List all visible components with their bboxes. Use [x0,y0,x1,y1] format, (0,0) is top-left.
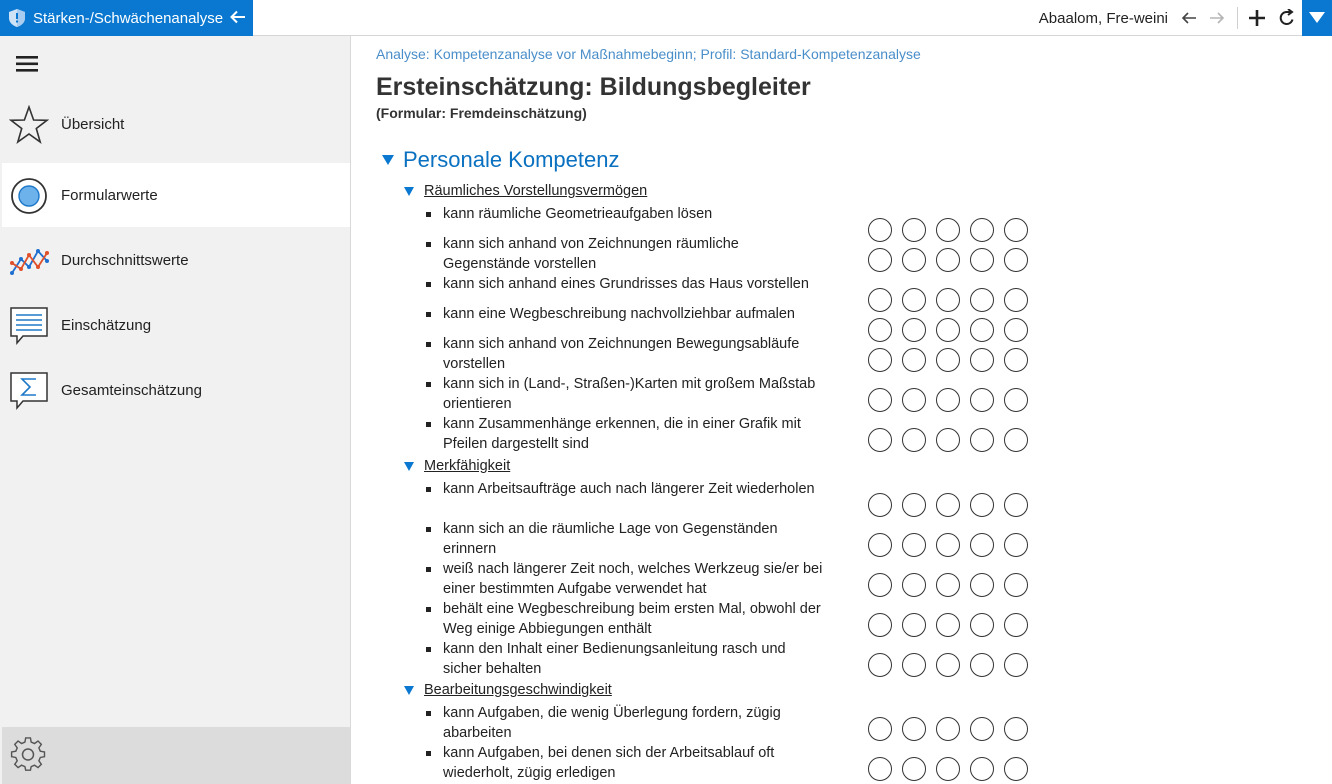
sidebar-item-label: Einschätzung [61,317,152,334]
rating-radio-5[interactable] [1004,573,1028,597]
item-text: kann Zusammenhänge erkennen, die in einer Grafik mit Pfeilen dargestellt sind [443,416,801,452]
list-item [426,374,826,414]
rating-radio-1[interactable] [868,428,892,452]
bullet [426,647,431,652]
rating-radio-3[interactable] [936,533,960,557]
toolbar-divider [1237,7,1238,29]
breadcrumb[interactable]: Analyse: Kompetenzanalyse vor Maßnahmebeginn; Profil: Standard-Kompetenzanalyse [376,46,921,62]
user-name[interactable]: Abaalom, Fre-weini [1038,10,1168,27]
rating-radio-group [868,388,1030,412]
dropdown-button[interactable] [1302,0,1332,36]
rating-radio-group [868,573,1030,597]
collapse-triangle-icon[interactable] [404,686,414,695]
rating-radio-2[interactable] [902,218,926,242]
list-item [426,234,826,274]
rating-radio-4[interactable] [970,653,994,677]
collapse-triangle-icon[interactable] [404,187,414,196]
rating-radio-4[interactable] [970,318,994,342]
radio-circle-icon [9,176,49,216]
bullet [426,487,431,492]
sidebar-item-uebersicht[interactable] [2,92,350,156]
rating-radio-1[interactable] [868,717,892,741]
bullet [426,711,431,716]
rating-radio-5[interactable] [1004,288,1028,312]
list-item [426,479,826,519]
rating-radio-3[interactable] [936,428,960,452]
rating-radio-2[interactable] [902,348,926,372]
rating-radio-4[interactable] [970,218,994,242]
rating-radio-4[interactable] [970,533,994,557]
app-tab[interactable] [0,0,253,36]
rating-radio-4[interactable] [970,493,994,517]
bullet [426,422,431,427]
arrow-left-icon[interactable] [229,8,247,26]
rating-radio-5[interactable] [1004,717,1028,741]
rating-radio-3[interactable] [936,218,960,242]
rating-radio-3[interactable] [936,318,960,342]
list-item [426,334,826,374]
sidebar-item-einschaetzung[interactable] [2,293,350,357]
rating-radio-5[interactable] [1004,428,1028,452]
rating-radio-3[interactable] [936,388,960,412]
rating-radio-1[interactable] [868,218,892,242]
item-text: kann sich anhand von Zeichnungen Bewegungsabläufe vorstellen [443,336,800,372]
gear-icon[interactable] [10,736,46,772]
list-item [426,639,826,679]
top-bar [0,0,1332,36]
rating-radio-3[interactable] [936,248,960,272]
rating-radio-2[interactable] [902,717,926,741]
bullet [426,242,431,247]
rating-radio-5[interactable] [1004,248,1028,272]
sidebar-item-durchschnittswerte[interactable] [2,228,350,292]
rating-radio-5[interactable] [1004,348,1028,372]
plus-icon[interactable] [1248,9,1266,27]
rating-radio-1[interactable] [868,613,892,637]
rating-radio-4[interactable] [970,348,994,372]
rating-radio-1[interactable] [868,288,892,312]
rating-radio-1[interactable] [868,653,892,677]
rating-radio-2[interactable] [902,613,926,637]
rating-radio-5[interactable] [1004,757,1028,781]
rating-radio-1[interactable] [868,348,892,372]
rating-radio-5[interactable] [1004,653,1028,677]
sidebar-item-label: Übersicht [61,116,125,133]
rating-radio-2[interactable] [902,428,926,452]
rating-radio-4[interactable] [970,428,994,452]
bullet [426,607,431,612]
rating-radio-4[interactable] [970,288,994,312]
rating-radio-4[interactable] [970,388,994,412]
rating-radio-group [868,428,1030,452]
item-text: behält eine Wegbeschreibung beim ersten Mal, obwohl der Weg einige Abbiegungen enthält [443,601,821,637]
back-arrow-icon[interactable] [1180,9,1198,27]
item-text: kann eine Wegbeschreibung nachvollziehbar aufmalen [443,306,795,322]
rating-radio-4[interactable] [970,573,994,597]
rating-radio-5[interactable] [1004,493,1028,517]
rating-radio-group [868,348,1030,372]
rating-radio-2[interactable] [902,318,926,342]
rating-radio-2[interactable] [902,653,926,677]
rating-radio-1[interactable] [868,533,892,557]
rating-radio-group [868,493,1030,517]
bullet [426,567,431,572]
item-text: weiß nach längerer Zeit noch, welches Werkzeug sie/er bei einer bestimmten Aufgabe verwendet hat [443,561,823,597]
rating-radio-group [868,757,1030,781]
rating-radio-2[interactable] [902,533,926,557]
rating-radio-group [868,288,1030,312]
rating-radio-3[interactable] [936,493,960,517]
rating-radio-2[interactable] [902,288,926,312]
speech-list-icon [9,306,49,346]
page-subtitle: (Formular: Fremdeinschätzung) [376,105,587,121]
rating-radio-group [868,653,1030,677]
sidebar-footer [2,727,350,784]
rating-radio-4[interactable] [970,613,994,637]
rating-radio-5[interactable] [1004,613,1028,637]
rating-radio-3[interactable] [936,613,960,637]
rating-radio-3[interactable] [936,288,960,312]
collapse-triangle-icon[interactable] [382,155,394,165]
rating-radio-group [868,717,1030,741]
main-content [352,36,1332,784]
rating-radio-5[interactable] [1004,388,1028,412]
rating-radio-2[interactable] [902,388,926,412]
rating-radio-4[interactable] [970,757,994,781]
rating-radio-1[interactable] [868,493,892,517]
bullet [426,312,431,317]
list-item [426,414,826,454]
sidebar-item-label: Gesamteinschätzung [61,382,202,399]
bullet [426,342,431,347]
item-text: kann sich an die räumliche Lage von Gegenständen erinnern [443,521,778,557]
list-item [426,599,826,639]
sidebar-item-formularwerte[interactable] [2,163,350,227]
rating-radio-group [868,248,1030,272]
group-title[interactable]: Räumliches Vorstellungsvermögen [424,183,648,199]
page-title: Ersteinschätzung: Bildungsbegleiter [376,73,811,101]
sidebar-item-gesamteinschaetzung[interactable] [2,358,350,422]
forward-arrow-icon[interactable] [1208,9,1226,27]
bullet [426,212,431,217]
rating-radio-1[interactable] [868,573,892,597]
rating-radio-3[interactable] [936,348,960,372]
list-item [426,559,826,599]
list-item [426,519,826,559]
rating-radio-1[interactable] [868,248,892,272]
rating-radio-3[interactable] [936,653,960,677]
sidebar [0,36,351,784]
rating-radio-2[interactable] [902,493,926,517]
rating-radio-group [868,318,1030,342]
rating-radio-5[interactable] [1004,533,1028,557]
item-text: kann den Inhalt einer Bedienungsanleitung rasch und sicher behalten [443,641,786,677]
section-title[interactable]: Personale Kompetenz [403,147,620,172]
bullet [426,282,431,287]
rating-radio-3[interactable] [936,717,960,741]
rating-radio-2[interactable] [902,757,926,781]
item-text: kann Aufgaben, die wenig Überlegung fordern, zügig abarbeiten [443,705,781,741]
rating-radio-1[interactable] [868,318,892,342]
group-title[interactable]: Merkfähigkeit [424,458,511,474]
bullet [426,751,431,756]
item-text: kann sich anhand eines Grundrisses das Haus vorstellen [443,276,809,292]
sidebar-item-label: Formularwerte [61,187,158,204]
top-toolbar [1032,0,1332,36]
refresh-icon[interactable] [1278,9,1296,27]
line-chart-icon [9,241,49,281]
bullet [426,382,431,387]
collapse-triangle-icon[interactable] [404,462,414,471]
rating-radio-2[interactable] [902,248,926,272]
rating-radio-5[interactable] [1004,218,1028,242]
list-item [426,204,826,224]
rating-radio-group [868,218,1030,242]
rating-radio-3[interactable] [936,757,960,781]
group-title[interactable]: Bearbeitungsgeschwindigkeit [424,682,612,698]
rating-radio-1[interactable] [868,757,892,781]
item-text: kann sich anhand von Zeichnungen räumliche Gegenstände vorstellen [443,236,739,272]
rating-radio-4[interactable] [970,717,994,741]
item-text: kann sich in (Land-, Straßen-)Karten mit großem Maßstab orientieren [443,376,816,412]
rating-radio-5[interactable] [1004,318,1028,342]
list-item [426,274,826,294]
bullet [426,527,431,532]
item-text: kann Aufgaben, bei denen sich der Arbeitsablauf oft wiederholt, zügig erledigen [443,745,775,781]
hamburger-menu-icon[interactable] [16,55,40,73]
rating-radio-group [868,613,1030,637]
star-icon [9,105,49,145]
item-text: kann räumliche Geometrieaufgaben lösen [443,206,713,222]
rating-radio-2[interactable] [902,573,926,597]
list-item [426,743,826,783]
app-title: Stärken-/Schwächenanalyse [33,10,224,27]
rating-radio-group [868,533,1030,557]
shield-icon [9,9,25,27]
speech-sigma-icon [9,371,49,411]
sidebar-item-label: Durchschnittswerte [61,252,189,269]
caret-down-icon [1309,12,1325,24]
list-item [426,703,826,743]
rating-radio-1[interactable] [868,388,892,412]
list-item [426,304,826,324]
rating-radio-3[interactable] [936,573,960,597]
item-text: kann Arbeitsaufträge auch nach längerer Zeit wiederholen [443,481,815,497]
rating-radio-4[interactable] [970,248,994,272]
